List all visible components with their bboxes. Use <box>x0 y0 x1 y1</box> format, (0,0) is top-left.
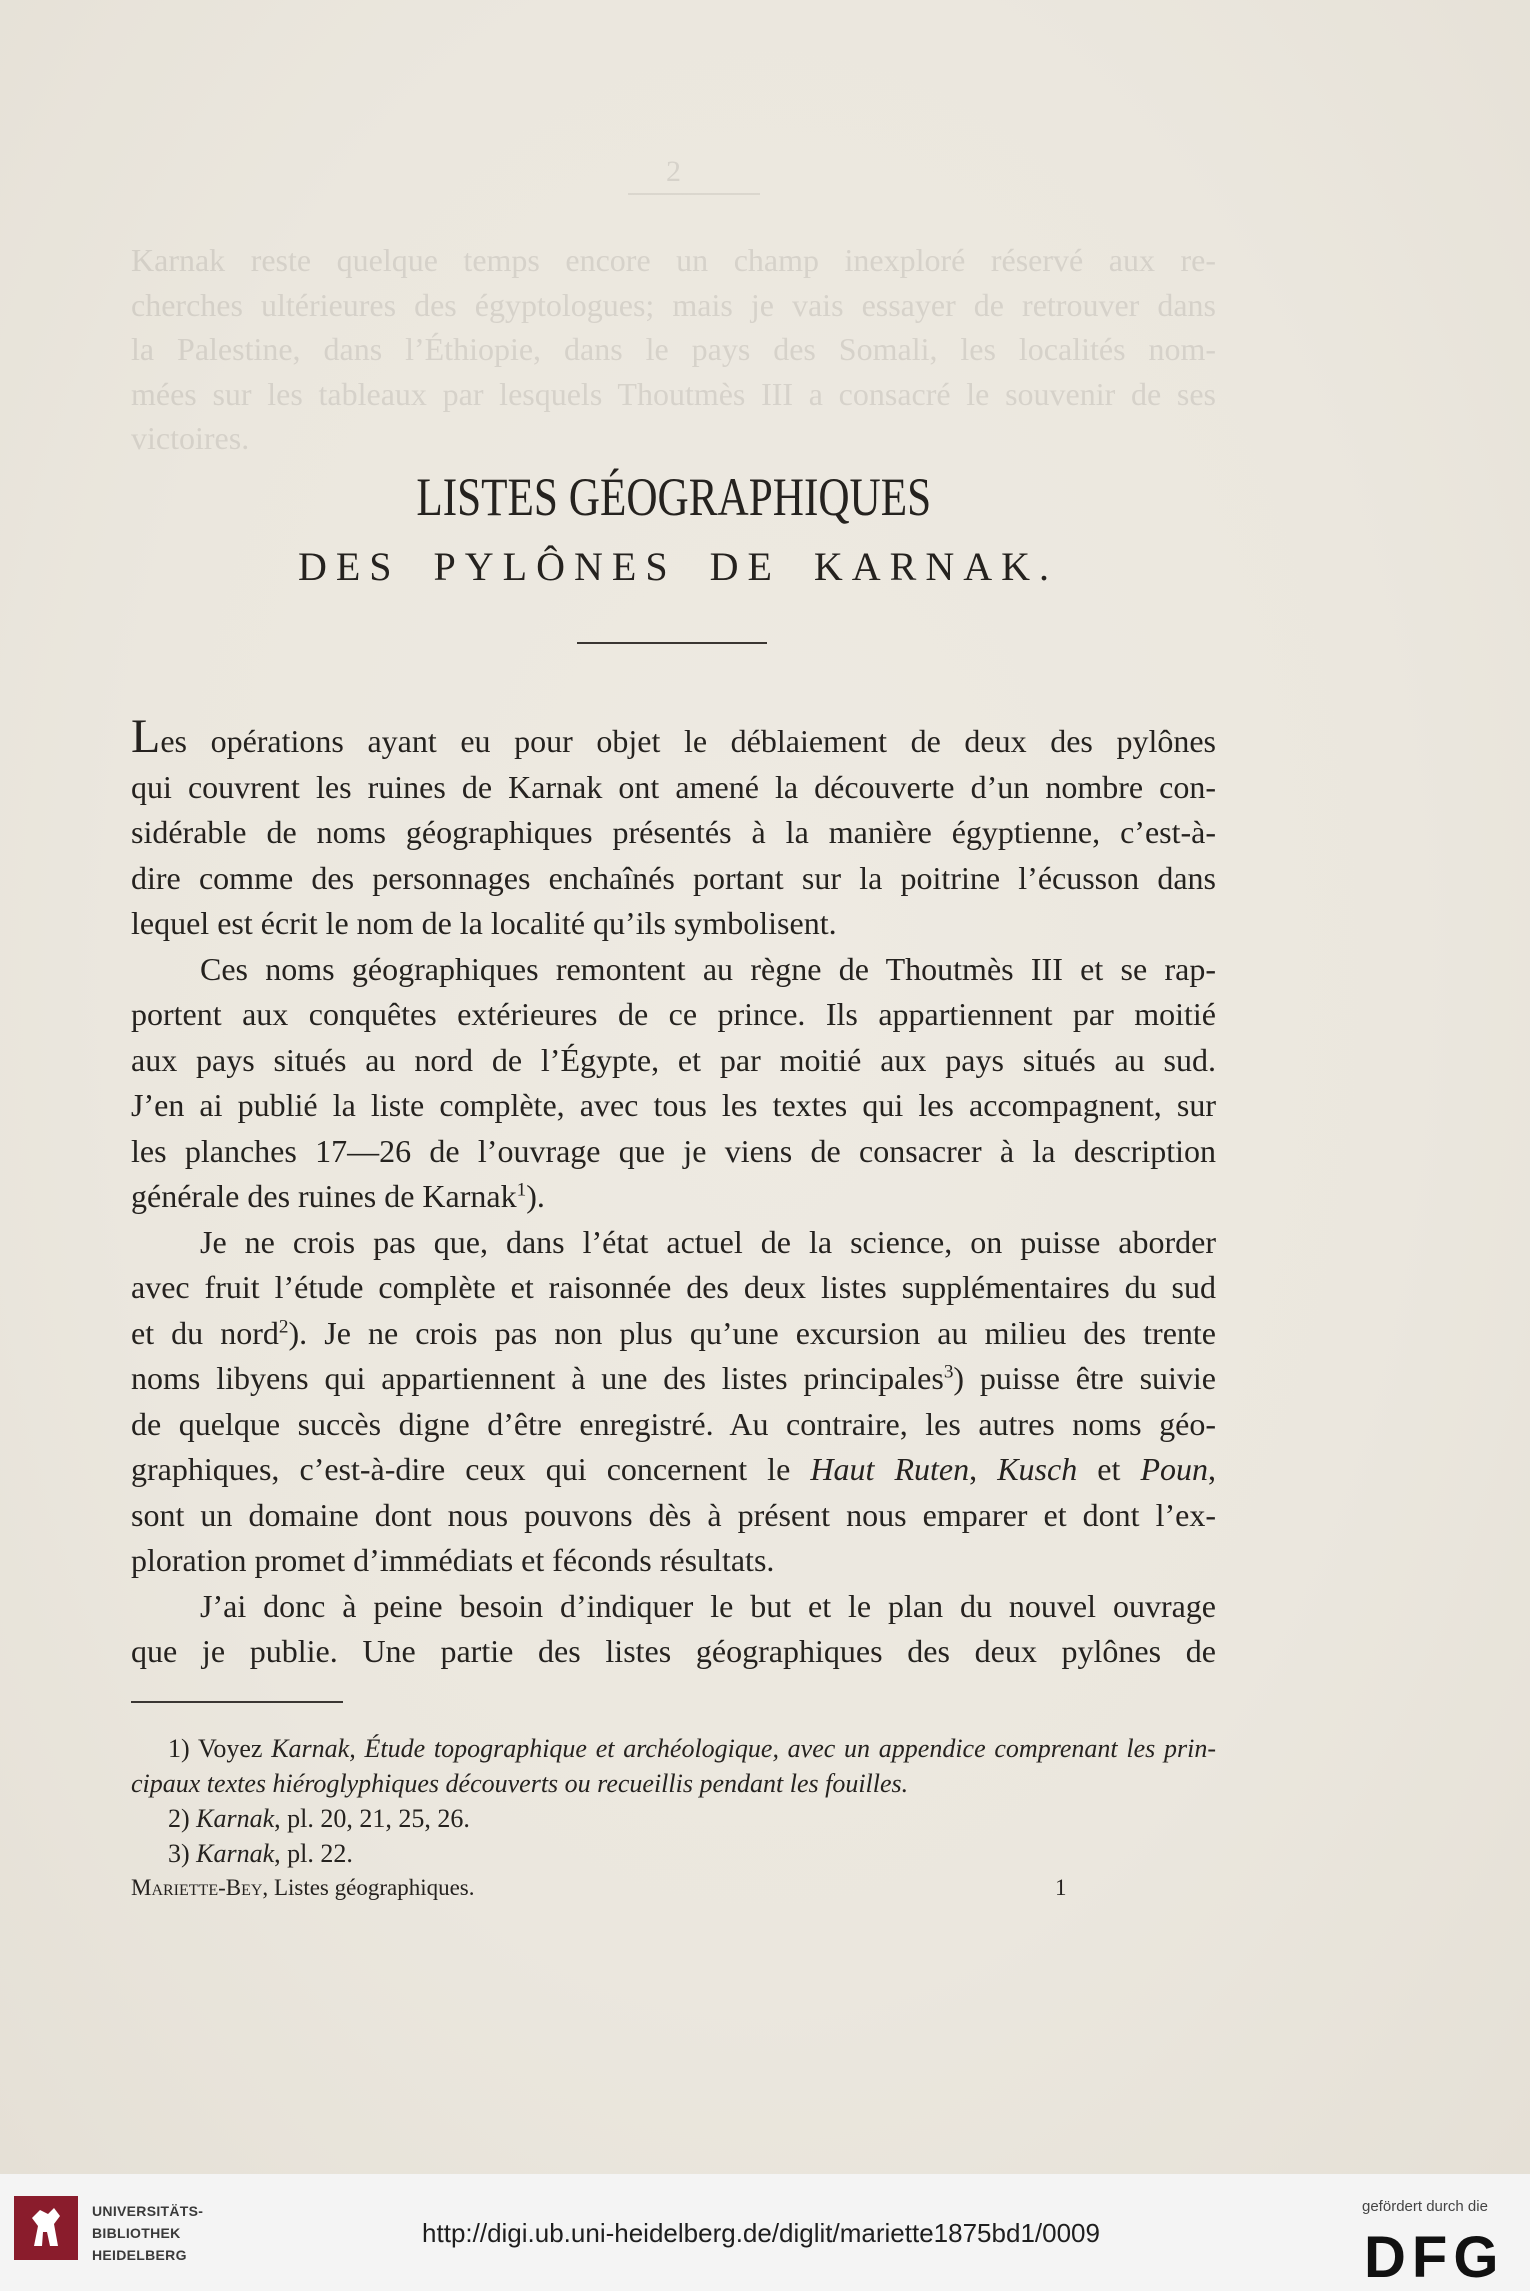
funding-text: gefördert durch die <box>1362 2198 1488 2215</box>
initial-letter: L <box>131 710 161 763</box>
footnote-line <box>131 1766 1216 1801</box>
text-line: dire comme des personnages enchaînés portant sur la poitrine l’écusson dans <box>131 859 1216 896</box>
text-segment: , <box>969 1451 998 1487</box>
show-through-line: victoires. <box>131 420 250 456</box>
text-line: portent aux conquêtes extérieures de ce prince. Ils appartiennent par moitié <box>131 996 1216 1032</box>
text-line: qui couvrent les ruines de Karnak ont amené la découverte d’un nombre con- <box>131 768 1216 805</box>
text-line: avec fruit l’étude complète et raisonnée des deux listes supplémentaires du sud <box>131 1269 1216 1305</box>
text-line: de quelque succès digne d’être enregistré. Au contraire, les autres noms géo- <box>131 1405 1216 1442</box>
italic-text: cipaux textes hiéroglyphiques découverts ou recueillis pendant les fouilles. <box>131 1769 909 1798</box>
show-through-line: cherches ultérieures des égyptologues; mais je vais essayer de retrouver dans <box>131 286 1216 323</box>
text-segment: noms libyens qui appartiennent à une des listes principales <box>131 1360 944 1396</box>
text-segment: ) puisse être suivie <box>953 1360 1217 1396</box>
italic-text: Karnak <box>196 1804 275 1833</box>
title-rule <box>577 642 767 644</box>
text-line: ploration promet d’immédiats et féconds résultats. <box>131 1542 775 1578</box>
text-segment: es opérations ayant eu pour objet le déblaiement de deux des pylônes <box>160 723 1216 759</box>
italic-text: Haut Ruten <box>810 1451 970 1487</box>
show-through-line: Karnak reste quelque temps encore un champ inexploré réservé aux re- <box>131 242 1216 278</box>
text-line: Je ne crois pas que, dans l’état actuel de la science, on puisse aborder <box>200 1223 1216 1260</box>
show-through-line: mées sur les tableaux par lesquels Thoutmès III a consacré le souvenir de ses <box>131 375 1216 412</box>
permalink-url: http://digi.ub.uni-heidelberg.de/diglit/mariette1875bd1/0009 <box>422 2218 1100 2248</box>
text-line: que je publie. Une partie des listes géographiques des deux pylônes de <box>131 1633 1216 1669</box>
text-segment: , pl. 20, 21, 25, 26. <box>274 1804 470 1833</box>
footnote-line <box>131 1731 1216 1766</box>
footnote-rule <box>131 1701 343 1703</box>
text-line: aux pays situés au nord de l’Égypte, et par moitié aux pays situés au sud. <box>131 1041 1216 1078</box>
library-name-line: BIBLIOTHEK <box>92 2225 181 2241</box>
show-through-page-number: 2 <box>666 155 681 188</box>
text-line: J’en ai publié la liste complète, avec tous les textes qui les accompagnent, sur <box>131 1087 1216 1123</box>
text-segment: et du nord <box>131 1314 279 1351</box>
italic-text: Karnak <box>196 1839 275 1868</box>
running-footer-title: Listes géographiques. <box>273 1875 475 1900</box>
running-footer-author: Mariette-Bey, <box>131 1875 269 1900</box>
text-line: Ces noms géographiques remontent au règne de Thoutmès III et se rap- <box>200 950 1216 987</box>
library-name <box>92 2200 203 2266</box>
footnote-number: 3) <box>168 1839 190 1868</box>
text-line <box>131 710 1216 765</box>
footnotes <box>131 1731 1216 1871</box>
text-line: J’ai donc à peine besoin d’indiquer le but et le plan du nouvel ouvrage <box>200 1587 1216 1624</box>
text-line: les planches 17—26 de l’ouvrage que je viens de consacrer à la description <box>131 1132 1216 1169</box>
show-through-rule <box>628 193 760 195</box>
text-segment: et <box>1077 1451 1141 1487</box>
body-text <box>131 710 1217 1675</box>
text-line: lequel est écrit le nom de la localité qu’ils symbolisent. <box>131 905 837 941</box>
text-segment: , <box>1208 1451 1217 1487</box>
title-line-1: LISTES GÉOGRAPHIQUES <box>416 467 931 527</box>
library-name-line: HEIDELBERG <box>92 2247 187 2263</box>
footnote-number: 2) <box>168 1804 190 1833</box>
footnote-ref: 1 <box>516 1179 527 1201</box>
footnote-line <box>131 1836 1216 1871</box>
page-subtitle: DES PYLÔNES DE KARNAK. <box>297 544 1059 589</box>
text-segment: graphiques, c’est-à-dire ceux qui concernent le <box>131 1451 811 1487</box>
running-footer <box>131 1872 475 1904</box>
italic-text: Poun <box>1140 1451 1209 1487</box>
page-title <box>131 467 1216 527</box>
text-line: sidérable de noms géographiques présentés à la manière égyptienne, c’est-à- <box>131 814 1216 850</box>
text-line <box>131 1356 1216 1402</box>
text-line <box>131 1311 1216 1357</box>
ub-heidelberg-logo-icon <box>14 2196 78 2260</box>
text-line <box>131 1447 1216 1493</box>
text-line <box>131 1174 1216 1220</box>
text-line: sont un domaine dont nous pouvons dès à présent nous emparer et dont l’ex- <box>131 1496 1216 1533</box>
text-segment: générale des ruines de Karnak <box>131 1178 517 1214</box>
library-name-line: UNIVERSITÄTS- <box>92 2203 204 2219</box>
dfg-logo: DFG <box>1364 2225 1505 2290</box>
italic-text: Karnak, Étude topographique et archéologique, avec un appendice comprenant les prin- <box>271 1734 1216 1763</box>
text-segment: Voyez <box>197 1734 272 1763</box>
footnote-number: 1) <box>168 1734 190 1763</box>
show-through-text <box>131 238 1216 461</box>
text-segment: ). Je ne crois pas non plus qu’une excursion au milieu des trente <box>288 1314 1216 1351</box>
text-segment: , pl. 22. <box>274 1839 353 1868</box>
page-number: 1 <box>1055 1875 1067 1900</box>
footnote-ref: 3 <box>943 1361 954 1383</box>
italic-text: Kusch <box>997 1451 1078 1487</box>
footnote-ref: 2 <box>278 1315 289 1337</box>
text-segment: ). <box>526 1178 545 1214</box>
digitization-footer-bar <box>0 2174 1530 2291</box>
show-through-line: la Palestine, dans l’Éthiopie, dans le pays des Somali, les localités nom- <box>131 331 1216 367</box>
footnote-line <box>131 1801 1216 1836</box>
